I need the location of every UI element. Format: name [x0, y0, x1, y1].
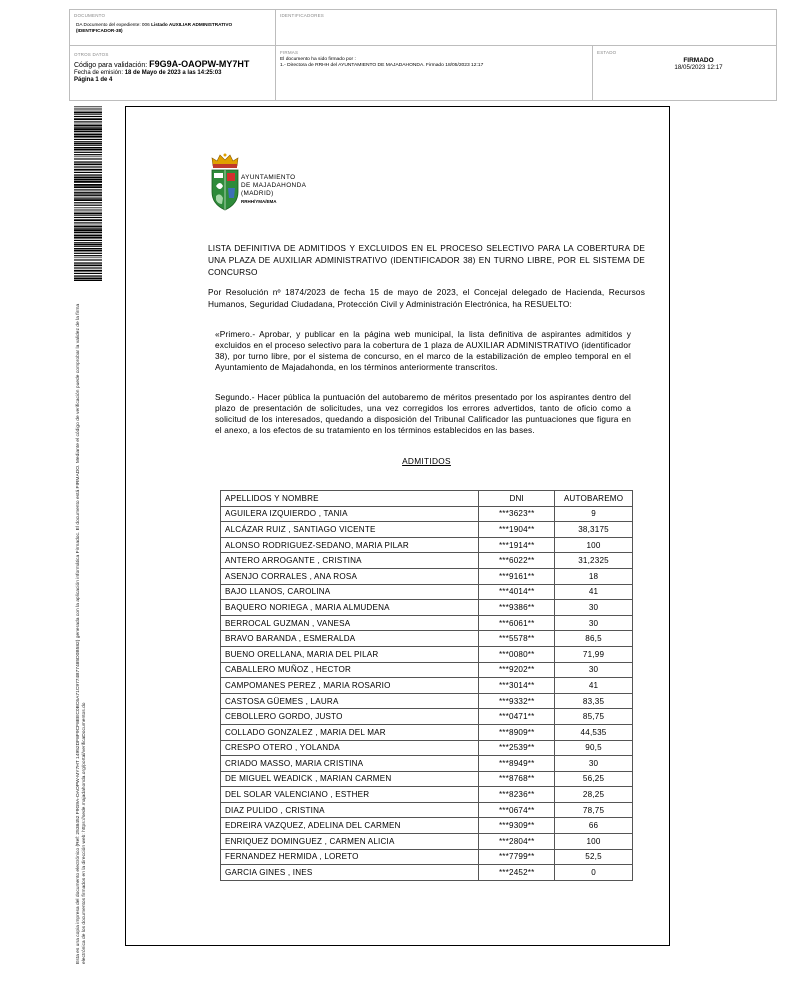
- cell-dni: ***6061**: [479, 615, 555, 631]
- status-cell: [593, 46, 776, 100]
- cell-dni: ***3623**: [479, 506, 555, 522]
- other-data-label: OTROS DATOS: [74, 52, 109, 57]
- cell-name: DE MIGUEL WEADICK , MARIAN CARMEN: [221, 771, 479, 787]
- cell-autobaremo: 30: [555, 615, 633, 631]
- column-header-name: APELLIDOS Y NOMBRE: [221, 491, 479, 507]
- cell-name: COLLADO GONZALEZ , MARIA DEL MAR: [221, 724, 479, 740]
- emission-date-label: Fecha de emisión:: [74, 70, 125, 76]
- cell-autobaremo: 85,75: [555, 709, 633, 725]
- table-row: [221, 553, 633, 569]
- table-row: [221, 646, 633, 662]
- cell-name: CAMPOMANES PEREZ , MARIA ROSARIO: [221, 678, 479, 694]
- table-row: [221, 787, 633, 803]
- cell-name: ENRIQUEZ DOMINGUEZ , CARMEN ALICIA: [221, 834, 479, 850]
- table-row: [221, 771, 633, 787]
- cell-dni: ***8909**: [479, 724, 555, 740]
- cell-autobaremo: 30: [555, 600, 633, 616]
- table-row: [221, 506, 633, 522]
- status-badge: FIRMADO: [683, 57, 714, 64]
- table-row: [221, 600, 633, 616]
- cell-dni: ***3014**: [479, 678, 555, 694]
- cell-name: CEBOLLERO GORDO, JUSTO: [221, 709, 479, 725]
- cell-name: BERROCAL GUZMAN , VANESA: [221, 615, 479, 631]
- table-header-row: [221, 491, 633, 507]
- signatures-text: [280, 57, 588, 69]
- document-desc-line2: (IDENTIFICADOR-38): [76, 28, 123, 33]
- municipality-line-2: DE MAJADAHONDA: [241, 182, 307, 189]
- cell-autobaremo: 9: [555, 506, 633, 522]
- table-row: [221, 631, 633, 647]
- column-header-dni: DNI: [479, 491, 555, 507]
- table-row: [221, 756, 633, 772]
- cell-dni: ***2804**: [479, 834, 555, 850]
- cell-autobaremo: 83,35: [555, 693, 633, 709]
- cell-name: AGUILERA IZQUIERDO , TANIA: [221, 506, 479, 522]
- cell-name: BAQUERO NORIEGA , MARIA ALMUDENA: [221, 600, 479, 616]
- cell-name: CASTOSA GÜEMES , LAURA: [221, 693, 479, 709]
- cell-dni: ***4014**: [479, 584, 555, 600]
- resolution-first-point: «Primero.- Aprobar, y publicar en la página web municipal, la lista definitiva de aspirantes admitidos y excluidos en el proceso selectivo para la cobertura de 1 plaza de AUXILIAR ADMINISTRATIVO (identificador 38), por turno libre, por el sistema de concurso, en el marco de la estabilización de empleo temporal en el Ayuntamiento de Majadahonda, en los términos anteriormente transcritos.: [215, 329, 631, 372]
- municipality-block: [241, 174, 306, 206]
- table-row: [221, 615, 633, 631]
- resolution-paragraph: Por Resolución nº 1874/2023 de fecha 15 de mayo de 2023, el Concejal delegado de Hacienda, Recursos Humanos, Seguridad Ciudadana, Protección Civil y Administración Electrónica, ha RESUELTO:: [208, 287, 645, 309]
- table-row: [221, 693, 633, 709]
- emission-date-value: 18 de Mayo de 2023 a las 14:25:03: [124, 70, 222, 76]
- cell-autobaremo: 28,25: [555, 787, 633, 803]
- cell-dni: ***2452**: [479, 865, 555, 881]
- cell-name: DIAZ PULIDO , CRISTINA: [221, 802, 479, 818]
- table-row: [221, 802, 633, 818]
- cell-dni: ***0080**: [479, 646, 555, 662]
- cell-name: CABALLERO MUÑOZ , HECTOR: [221, 662, 479, 678]
- cell-autobaremo: 30: [555, 756, 633, 772]
- municipality-line-1: AYUNTAMIENTO: [241, 174, 296, 181]
- validation-code-label: Código para validación:: [74, 62, 150, 69]
- coat-of-arms-icon: [208, 152, 242, 214]
- identifiers-label: IDENTIFICADORES: [280, 13, 325, 18]
- admitted-table-body: [221, 506, 633, 880]
- document-desc-bold: Listado AUXILIAR ADMINISTRATIVO: [151, 22, 233, 27]
- cell-autobaremo: 78,75: [555, 802, 633, 818]
- cell-name: ALONSO RODRIGUEZ-SEDANO, MARIA PILAR: [221, 537, 479, 553]
- cell-dni: ***9202**: [479, 662, 555, 678]
- cell-autobaremo: 44,535: [555, 724, 633, 740]
- cell-name: GARCIA GINES , INES: [221, 865, 479, 881]
- cell-autobaremo: 66: [555, 818, 633, 834]
- table-row: [221, 584, 633, 600]
- identifiers-cell: [276, 10, 776, 46]
- table-row: [221, 724, 633, 740]
- table-row: [221, 568, 633, 584]
- signatures-line1: El documento ha sido firmado por :: [280, 57, 356, 62]
- cell-dni: ***7799**: [479, 849, 555, 865]
- column-header-autobaremo: AUTOBAREMO: [555, 491, 633, 507]
- admitted-heading: ADMITIDOS: [402, 456, 451, 466]
- cell-dni: ***9386**: [479, 600, 555, 616]
- cell-dni: ***5578**: [479, 631, 555, 647]
- signature-header: [69, 9, 777, 101]
- cell-dni: ***8768**: [479, 771, 555, 787]
- cell-name: ASENJO CORRALES , ANA ROSA: [221, 568, 479, 584]
- table-row: [221, 818, 633, 834]
- cell-dni: ***0471**: [479, 709, 555, 725]
- cell-dni: ***8949**: [479, 756, 555, 772]
- table-row: [221, 834, 633, 850]
- municipality-line-3: (MADRID): [241, 190, 274, 197]
- admitted-table: [220, 490, 633, 881]
- cell-autobaremo: 41: [555, 584, 633, 600]
- table-row: [221, 662, 633, 678]
- signatures-line2: 1.- Directora de RRHH del AYUNTAMIENTO DE MAJADAHONDA. Firmado 18/05/2023 12:17: [280, 63, 484, 69]
- cell-autobaremo: 86,5: [555, 631, 633, 647]
- cell-name: ALCÁZAR RUIZ , SANTIAGO VICENTE: [221, 522, 479, 538]
- cell-dni: ***0674**: [479, 802, 555, 818]
- cell-autobaremo: 52,5: [555, 849, 633, 865]
- department-reference: RRHH/YMA/EMA: [241, 199, 277, 204]
- validation-code-value[interactable]: F9G9A-OAOPW-MY7HT: [149, 59, 250, 69]
- cell-autobaremo: 38,3175: [555, 522, 633, 538]
- document-title: LISTA DEFINITIVA DE ADMITIDOS Y EXCLUIDOS EN EL PROCESO SELECTIVO PARA LA COBERTURA DE UNA PLAZA DE AUXILIAR ADMINISTRATIVO (IDENTIFICADOR 38) EN TURNO LIBRE, POR EL SISTEMA DE CONCURSO: [208, 243, 645, 277]
- table-row: [221, 849, 633, 865]
- table-row: [221, 740, 633, 756]
- cell-autobaremo: 90,5: [555, 740, 633, 756]
- verification-side-text: Esta es una copia impresa del documento electrónico (Ref: 2538452 F9G9A-OAOPW-MY7HT 14952DF8F9CF8EEC0BC6A71C9774B77485D0B582) generada con la aplicación informática Firmadoc. El documento está FIRMADO. Mediante el código de verificación puede comprobar la validez de la firma electrónica de los documentos firmados en la dirección web: https://sede.majadahonda.org/portal/verificaDocumentos.do: [76, 303, 88, 964]
- signatures-cell: [276, 46, 593, 100]
- table-row: [221, 537, 633, 553]
- cell-dni: ***9161**: [479, 568, 555, 584]
- signatures-label: FIRMAS: [280, 50, 299, 55]
- table-row: [221, 709, 633, 725]
- cell-name: CRIADO MASSO, MARIA CRISTINA: [221, 756, 479, 772]
- cell-name: DEL SOLAR VALENCIANO , ESTHER: [221, 787, 479, 803]
- cell-dni: ***1904**: [479, 522, 555, 538]
- table-row: [221, 678, 633, 694]
- cell-autobaremo: 100: [555, 834, 633, 850]
- cell-autobaremo: 18: [555, 568, 633, 584]
- other-data-cell: [70, 46, 276, 100]
- cell-autobaremo: 100: [555, 537, 633, 553]
- status-date: 18/05/2023 12:17: [674, 64, 723, 71]
- table-row: [221, 522, 633, 538]
- cell-autobaremo: 31,2325: [555, 553, 633, 569]
- cell-autobaremo: 30: [555, 662, 633, 678]
- cell-dni: ***9332**: [479, 693, 555, 709]
- cell-name: BRAVO BARANDA , ESMERALDA: [221, 631, 479, 647]
- document-desc-line1: DA Documento del expediente: 006: [76, 22, 152, 27]
- page-count: Página 1 de 4: [74, 77, 113, 83]
- cell-name: BAJO LLANOS, CAROLINA: [221, 584, 479, 600]
- cell-dni: ***6022**: [479, 553, 555, 569]
- cell-name: EDREIRA VAZQUEZ, ADELINA DEL CARMEN: [221, 818, 479, 834]
- document-label: DOCUMENTO: [74, 13, 106, 18]
- cell-dni: ***8236**: [479, 787, 555, 803]
- cell-name: ANTERO ARROGANTE , CRISTINA: [221, 553, 479, 569]
- cell-dni: ***2539**: [479, 740, 555, 756]
- validation-code: [74, 60, 271, 70]
- cell-name: CRESPO OTERO , YOLANDA: [221, 740, 479, 756]
- document-description: [74, 22, 271, 34]
- cell-dni: ***9309**: [479, 818, 555, 834]
- cell-autobaremo: 41: [555, 678, 633, 694]
- resolution-second-point: Segundo.- Hacer pública la puntuación del autobaremo de méritos presentado por los aspirantes dentro del plazo de presentación de solicitudes, una vez corregidos los errores advertidos, tanto de oficio como a solicitud de los interesados, quedando a disposición del Tribunal Calificador las puntuaciones que figura en el anexo, a los efectos de su tratamiento en los términos establecidos en las bases.: [215, 392, 631, 435]
- cell-autobaremo: 71,99: [555, 646, 633, 662]
- cell-name: BUENO ORELLANA, MARIA DEL PILAR: [221, 646, 479, 662]
- cell-autobaremo: 0: [555, 865, 633, 881]
- cell-dni: ***1914**: [479, 537, 555, 553]
- status-box: [597, 57, 772, 71]
- cell-autobaremo: 56,25: [555, 771, 633, 787]
- emission-date: [74, 70, 271, 77]
- cell-name: FERNANDEZ HERMIDA , LORETO: [221, 849, 479, 865]
- status-label: ESTADO: [597, 50, 617, 55]
- barcode-icon: [74, 106, 102, 281]
- table-row: [221, 865, 633, 881]
- document-cell: [70, 10, 276, 46]
